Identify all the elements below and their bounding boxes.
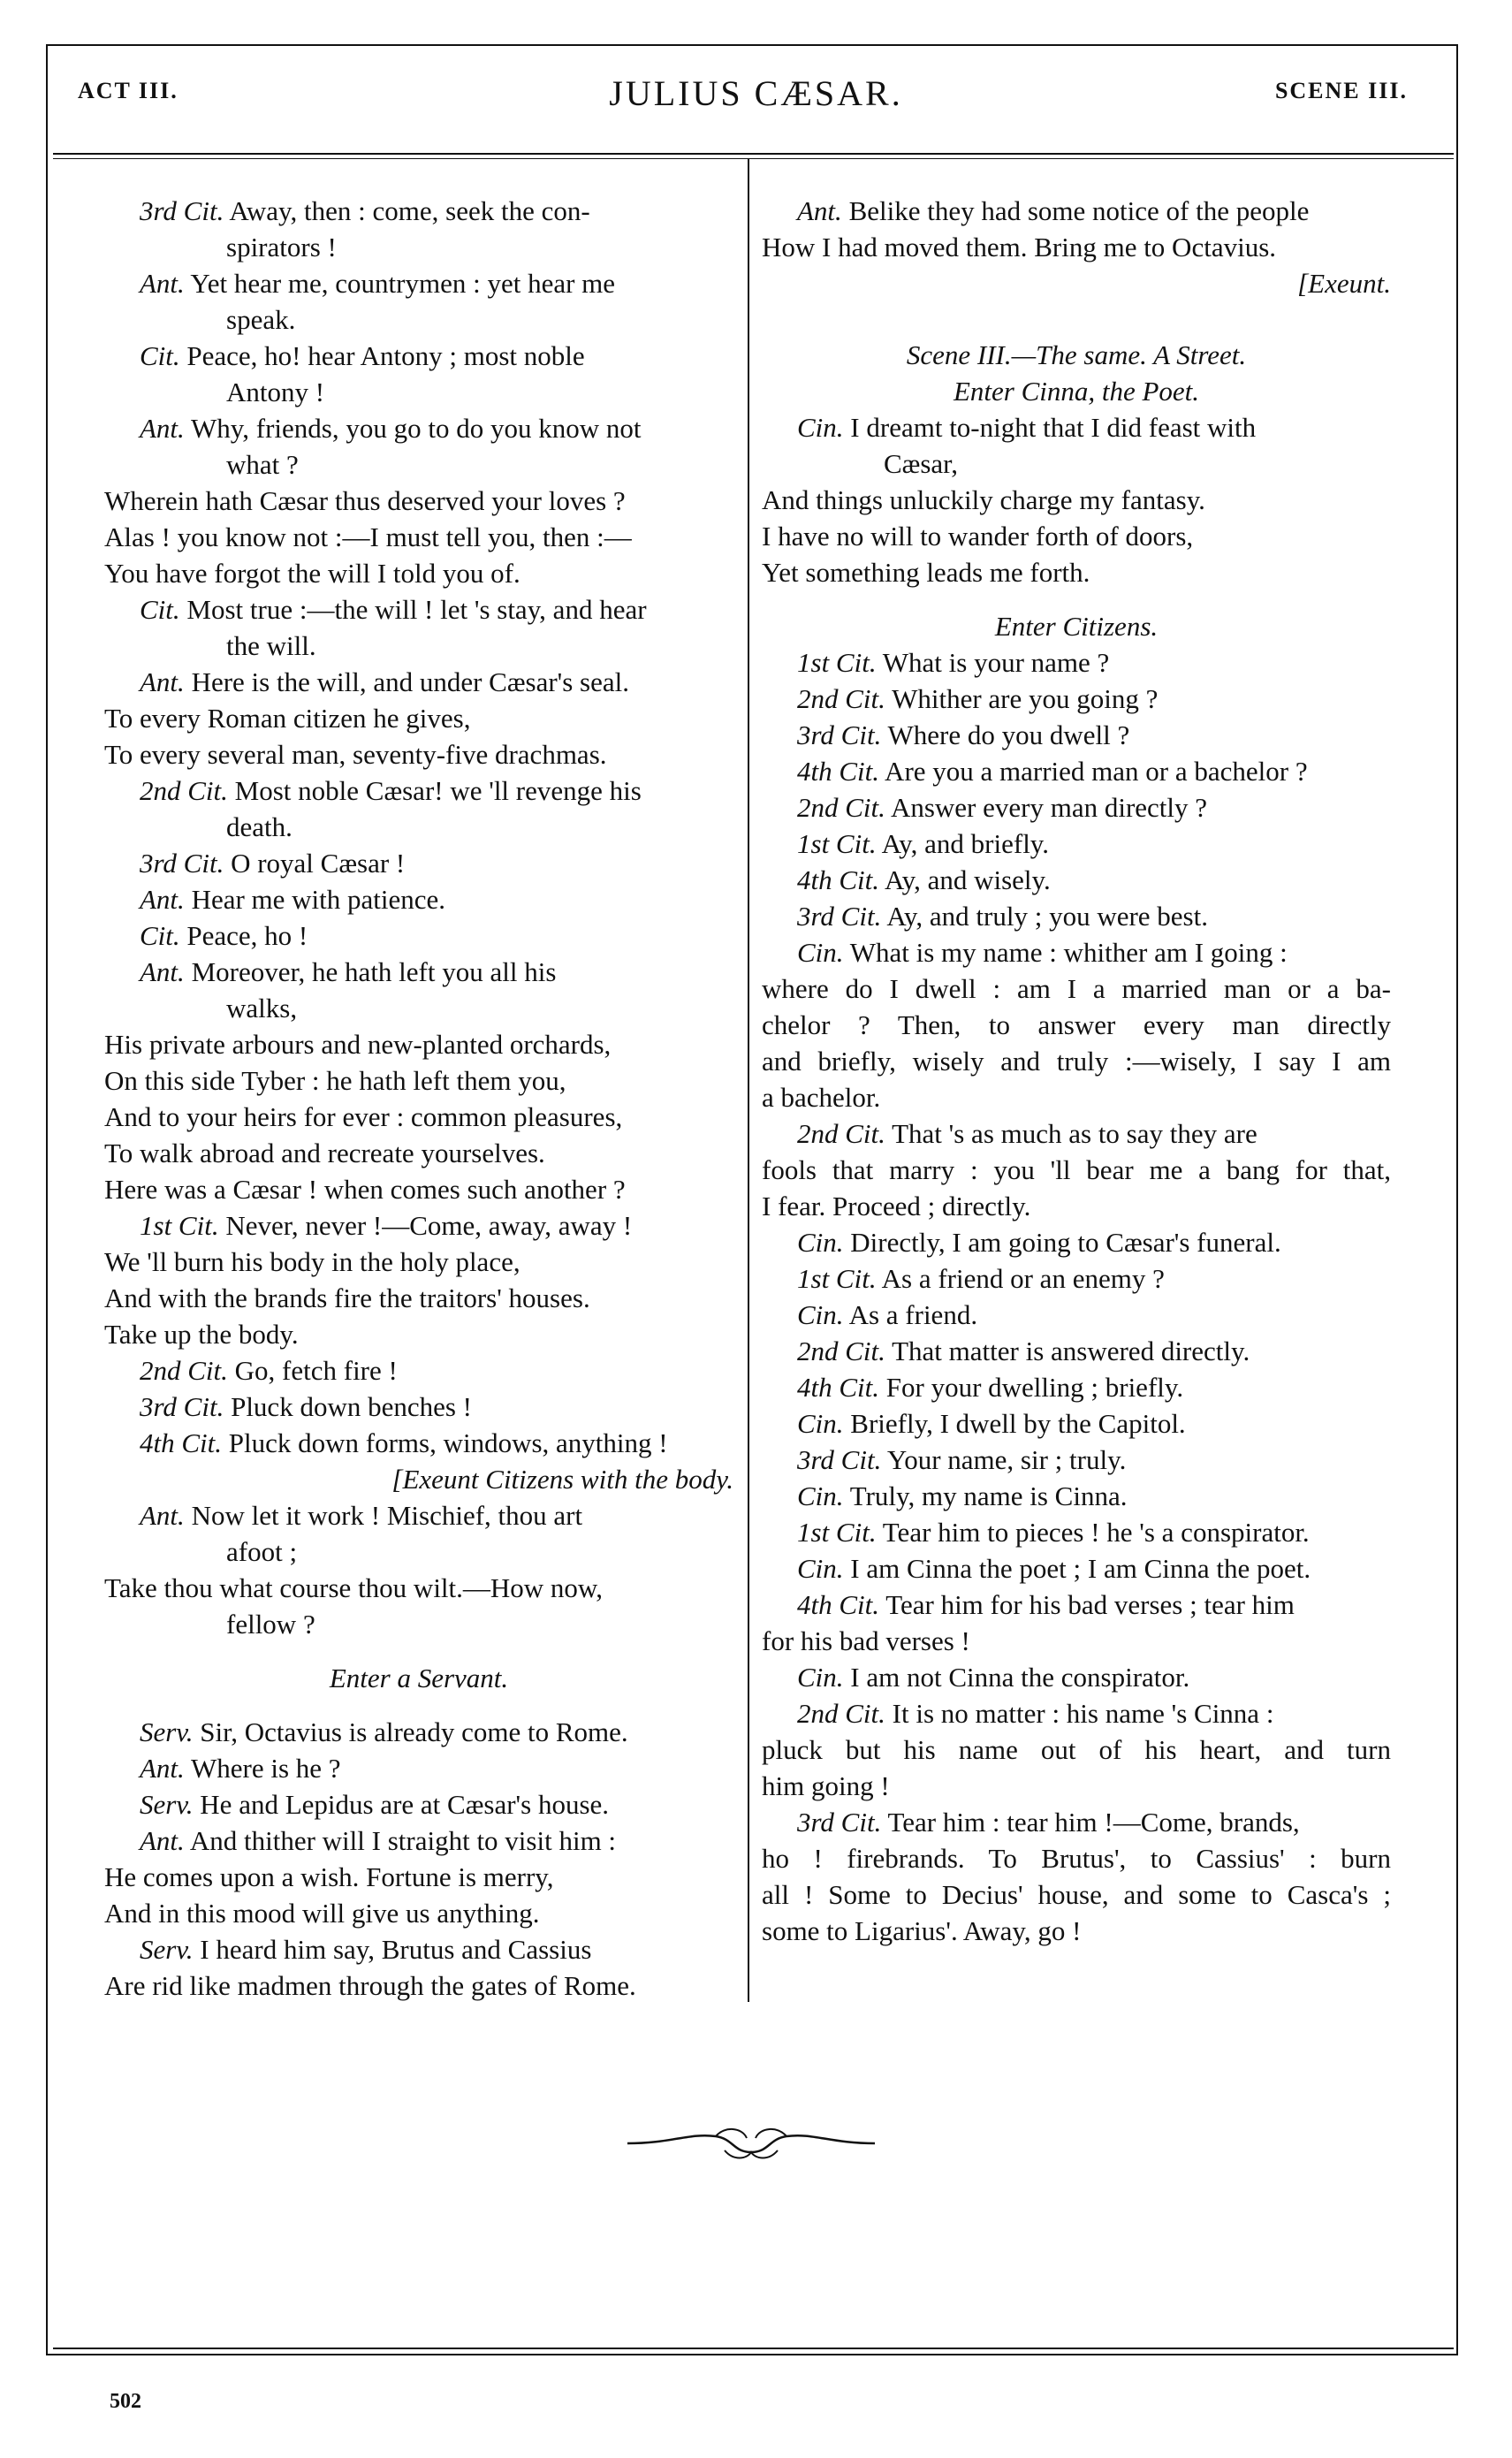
header-rule <box>53 153 1454 155</box>
line-text: Enter a Servant. <box>329 1663 509 1693</box>
line-text: Most noble Cæsar! we 'll revenge his <box>227 775 642 806</box>
speaker-name: 2nd Cit. <box>797 1118 885 1149</box>
speaker-name: 4th Cit. <box>797 756 880 787</box>
line-text: Antony ! <box>226 377 325 407</box>
text-line <box>104 519 733 555</box>
footer-rule <box>53 2348 1454 2349</box>
text-line <box>762 1442 1391 1478</box>
text-line <box>104 1062 733 1099</box>
text-line <box>762 1043 1391 1079</box>
right-column <box>762 193 1391 1949</box>
text-line <box>762 1478 1391 1514</box>
line-text: Yet hear me, countrymen : yet hear me <box>184 268 616 299</box>
line-text: How I had moved them. Bring me to Octavius. <box>762 232 1277 263</box>
speaker-name: Ant. <box>140 884 185 915</box>
text-line <box>104 1859 733 1895</box>
speaker-name: Cin. <box>797 412 844 443</box>
line-text: death. <box>226 811 293 842</box>
text-line <box>762 1333 1391 1369</box>
line-text: pluck but his name out of his heart, and turn <box>762 1734 1391 1765</box>
text-line <box>762 1768 1391 1804</box>
line-text: Peace, ho! hear Antony ; most noble <box>179 340 585 371</box>
line-text: That matter is answered directly. <box>885 1336 1250 1366</box>
text-line <box>762 518 1391 554</box>
text-line <box>104 410 733 446</box>
text-line <box>104 1207 733 1244</box>
speaker-name: 2nd Cit. <box>140 775 228 806</box>
line-text: Ay, and wisely. <box>879 864 1051 895</box>
line-text: Pluck down forms, windows, anything ! <box>222 1427 668 1458</box>
line-text: Are rid like madmen through the gates of Rome. <box>104 1970 636 2001</box>
speaker-name: Ant. <box>140 413 185 444</box>
text-line <box>104 1967 733 2004</box>
line-text: [Exeunt Citizens with the body. <box>391 1464 733 1495</box>
line-text: Tear him for his bad verses ; tear him <box>879 1589 1295 1620</box>
line-text: To every several man, seventy-five drachmas. <box>104 739 607 770</box>
text-line <box>104 664 733 700</box>
text-line <box>104 1135 733 1171</box>
spacer <box>762 590 1391 608</box>
line-text: Cæsar, <box>884 448 959 479</box>
line-text: Peace, ho ! <box>179 920 308 951</box>
text-line <box>762 1514 1391 1550</box>
line-text: That 's as much as to say they are <box>885 1118 1257 1149</box>
text-line <box>104 446 733 483</box>
text-line <box>104 1425 733 1461</box>
speaker-name: Ant. <box>140 268 185 299</box>
text-line <box>104 628 733 664</box>
line-text: Where do you dwell ? <box>881 719 1130 750</box>
stage-direction <box>762 265 1391 301</box>
line-text: chelor ? Then, to answer every man directly <box>762 1009 1391 1040</box>
line-text: spirators ! <box>226 232 337 263</box>
text-line <box>762 1695 1391 1731</box>
line-text: Alas ! you know not :—I must tell you, then :— <box>104 521 632 552</box>
line-text: I am Cinna the poet ; I am Cinna the poet. <box>843 1553 1311 1584</box>
line-text: speak. <box>226 304 296 335</box>
speaker-name: 2nd Cit. <box>797 683 885 714</box>
speaker-name: Cin. <box>797 1480 844 1511</box>
spacer <box>104 1642 733 1660</box>
text-line <box>104 1026 733 1062</box>
text-line <box>104 1280 733 1316</box>
line-text: To every Roman citizen he gives, <box>104 703 471 734</box>
text-line <box>762 1007 1391 1043</box>
text-line <box>762 193 1391 229</box>
line-text: Moreover, he hath left you all his <box>184 956 557 987</box>
speaker-name: 3rd Cit. <box>797 1807 882 1838</box>
text-line <box>762 934 1391 970</box>
line-text: What is my name : whither am I going : <box>843 937 1288 968</box>
speaker-name: 3rd Cit. <box>797 719 882 750</box>
text-line <box>104 229 733 265</box>
text-line <box>104 338 733 374</box>
header-rule-thin <box>53 158 1454 159</box>
line-text: Where is he ? <box>184 1753 341 1784</box>
text-line <box>762 1079 1391 1115</box>
line-text: You have forgot the will I told you of. <box>104 558 520 589</box>
text-line <box>104 1823 733 1859</box>
text-line <box>762 1224 1391 1260</box>
line-text: I dreamt to-night that I did feast with <box>843 412 1257 443</box>
line-text: some to Ligarius'. Away, go ! <box>762 1915 1082 1946</box>
speaker-name: Cit. <box>140 594 180 625</box>
line-text: And in this mood will give us anything. <box>104 1898 540 1929</box>
text-line <box>104 845 733 881</box>
text-line <box>762 229 1391 265</box>
line-text: Take up the body. <box>104 1319 299 1350</box>
line-text: As a friend. <box>843 1299 978 1330</box>
stage-direction <box>762 373 1391 409</box>
speaker-name: Cin. <box>797 1227 844 1258</box>
text-line <box>104 1786 733 1823</box>
line-text: I fear. Proceed ; directly. <box>762 1191 1031 1221</box>
line-text: for his bad verses ! <box>762 1625 970 1656</box>
line-text: him going ! <box>762 1770 890 1801</box>
line-text: what ? <box>226 449 299 480</box>
speaker-name: 3rd Cit. <box>140 195 224 226</box>
line-text: On this side Tyber : he hath left them you, <box>104 1065 566 1096</box>
line-text: [Exeunt. <box>1297 268 1391 299</box>
line-text: Yet something leads me forth. <box>762 557 1090 588</box>
line-text: Enter Citizens. <box>994 611 1159 642</box>
line-text: And to your heirs for ever : common pleasures, <box>104 1101 623 1132</box>
text-line <box>104 736 733 772</box>
text-line <box>762 1188 1391 1224</box>
text-line <box>762 1913 1391 1949</box>
spacer <box>762 301 1391 319</box>
text-line <box>104 1352 733 1389</box>
text-line <box>104 917 733 954</box>
speaker-name: 3rd Cit. <box>140 848 224 879</box>
text-line <box>762 1623 1391 1659</box>
line-text: fools that marry : you 'll bear me a bang for that, <box>762 1154 1391 1185</box>
speaker-name: Cin. <box>797 1553 844 1584</box>
line-text: walks, <box>226 993 298 1024</box>
text-line <box>104 301 733 338</box>
line-text: Scene III.—The same. A Street. <box>906 339 1247 370</box>
line-text: I have no will to wander forth of doors, <box>762 521 1194 552</box>
speaker-name: Ant. <box>140 1753 185 1784</box>
text-line <box>104 1750 733 1786</box>
speaker-name: 3rd Cit. <box>797 1444 882 1475</box>
speaker-name: Cin. <box>797 1299 844 1330</box>
speaker-name: Ant. <box>797 195 842 226</box>
line-text: Pluck down benches ! <box>224 1391 472 1422</box>
line-text: I heard him say, Brutus and Cassius <box>193 1934 592 1965</box>
running-head-scene: SCENE III. <box>1274 78 1408 103</box>
line-text: afoot ; <box>226 1536 298 1567</box>
text-line <box>762 1659 1391 1695</box>
line-text: Wherein hath Cæsar thus deserved your loves ? <box>104 485 626 516</box>
stage-direction <box>104 1461 733 1497</box>
text-line <box>762 1115 1391 1152</box>
speaker-name: 2nd Cit. <box>797 1698 885 1729</box>
text-line <box>762 1804 1391 1840</box>
speaker-name: 3rd Cit. <box>797 901 882 932</box>
text-line <box>762 644 1391 681</box>
text-line <box>762 1369 1391 1405</box>
column-divider <box>748 159 749 2002</box>
line-text: Never, never !—Come, away, away ! <box>218 1210 633 1241</box>
text-line <box>104 881 733 917</box>
line-text: For your dwelling ; briefly. <box>879 1372 1184 1403</box>
text-line <box>762 445 1391 482</box>
line-text: Ay, and truly ; you were best. <box>881 901 1208 932</box>
line-text: Most true :—the will ! let 's stay, and hear <box>179 594 647 625</box>
line-text: Truly, my name is Cinna. <box>843 1480 1128 1511</box>
line-text: Here was a Cæsar ! when comes such another ? <box>104 1174 626 1205</box>
text-line <box>104 265 733 301</box>
line-text: As a friend or an enemy ? <box>876 1263 1165 1294</box>
text-line <box>104 954 733 990</box>
line-text: Away, then : come, seek the con- <box>224 195 590 226</box>
line-text: It is no matter : his name 's Cinna : <box>885 1698 1274 1729</box>
text-line <box>104 1099 733 1135</box>
line-text: Sir, Octavius is already come to Rome. <box>193 1716 628 1747</box>
line-text: Ay, and briefly. <box>876 828 1050 859</box>
text-line <box>104 700 733 736</box>
line-text: To walk abroad and recreate yourselves. <box>104 1138 545 1168</box>
speaker-name: 4th Cit. <box>797 864 880 895</box>
line-text: Hear me with patience. <box>184 884 446 915</box>
line-text: Answer every man directly ? <box>885 792 1208 823</box>
stage-direction <box>104 1660 733 1696</box>
line-text: where do I dwell : am I a married man or a ba- <box>762 973 1391 1004</box>
text-line <box>762 789 1391 826</box>
text-line <box>104 1316 733 1352</box>
text-line <box>104 1533 733 1570</box>
text-line <box>762 1550 1391 1587</box>
line-text: Now let it work ! Mischief, thou art <box>184 1500 583 1531</box>
line-text: And things unluckily charge my fantasy. <box>762 484 1205 515</box>
line-text: O royal Cæsar ! <box>224 848 406 879</box>
text-line <box>762 717 1391 753</box>
speaker-name: 2nd Cit. <box>797 792 885 823</box>
speaker-name: 1st Cit. <box>797 647 877 678</box>
line-text: fellow ? <box>226 1609 315 1640</box>
text-line <box>762 1587 1391 1623</box>
line-text: Go, fetch fire ! <box>227 1355 398 1386</box>
speaker-name: Cit. <box>140 920 180 951</box>
page-number: 502 <box>110 2390 141 2413</box>
stage-direction <box>762 337 1391 373</box>
text-line <box>762 1405 1391 1442</box>
text-line <box>104 1244 733 1280</box>
line-text: He comes upon a wish. Fortune is merry, <box>104 1861 554 1892</box>
text-line <box>104 483 733 519</box>
line-text: Enter Cinna, the Poet. <box>953 376 1200 407</box>
speaker-name: Serv. <box>140 1716 194 1747</box>
line-text: Why, friends, you go to do you know not <box>184 413 642 444</box>
line-text: I am not Cinna the conspirator. <box>843 1662 1190 1693</box>
text-line <box>762 409 1391 445</box>
line-text: Whither are you going ? <box>885 683 1159 714</box>
speaker-name: Ant. <box>140 956 185 987</box>
text-line <box>104 193 733 229</box>
speaker-name: 2nd Cit. <box>797 1336 885 1366</box>
text-line <box>762 1840 1391 1876</box>
text-line <box>762 862 1391 898</box>
line-text: What is your name ? <box>876 647 1110 678</box>
line-text: Tear him : tear him !—Come, brands, <box>881 1807 1300 1838</box>
text-line <box>762 554 1391 590</box>
speaker-name: 4th Cit. <box>140 1427 223 1458</box>
line-text: And thither will I straight to visit him : <box>184 1825 617 1856</box>
speaker-name: 1st Cit. <box>140 1210 219 1241</box>
text-line <box>104 1570 733 1606</box>
line-text: a bachelor. <box>762 1082 881 1113</box>
text-line <box>762 681 1391 717</box>
text-line <box>104 809 733 845</box>
stage-direction <box>762 608 1391 644</box>
text-line <box>104 1389 733 1425</box>
speaker-name: Cin. <box>797 1662 844 1693</box>
text-line <box>762 1731 1391 1768</box>
text-line <box>104 1606 733 1642</box>
speaker-name: Cin. <box>797 1408 844 1439</box>
text-line <box>762 898 1391 934</box>
line-text: the will. <box>226 630 316 661</box>
text-line <box>104 555 733 591</box>
text-line <box>104 1171 733 1207</box>
line-text: We 'll burn his body in the holy place, <box>104 1246 520 1277</box>
line-text: Your name, sir ; truly. <box>881 1444 1127 1475</box>
spacer <box>762 319 1391 337</box>
speaker-name: 1st Cit. <box>797 828 877 859</box>
left-column <box>104 193 733 2004</box>
text-line <box>104 591 733 628</box>
text-line <box>104 374 733 410</box>
text-line <box>762 1876 1391 1913</box>
line-text: Tear him to pieces ! he 's a conspirator. <box>876 1517 1310 1548</box>
speaker-name: Serv. <box>140 1934 194 1965</box>
line-text: Take thou what course thou wilt.—How now, <box>104 1572 604 1603</box>
line-text: His private arbours and new-planted orchards, <box>104 1029 612 1060</box>
spacer <box>104 1696 733 1714</box>
speaker-name: Ant. <box>140 1500 185 1531</box>
line-text: Belike they had some notice of the people <box>841 195 1310 226</box>
text-line <box>104 1931 733 1967</box>
line-text: Briefly, I dwell by the Capitol. <box>843 1408 1186 1439</box>
line-text: ho ! firebrands. To Brutus', to Cassius' : burn <box>762 1843 1391 1874</box>
text-line <box>762 1152 1391 1188</box>
line-text: Are you a married man or a bachelor ? <box>879 756 1308 787</box>
text-line <box>762 1260 1391 1297</box>
text-line <box>104 772 733 809</box>
speaker-name: Cin. <box>797 937 844 968</box>
text-line <box>104 990 733 1026</box>
line-text: He and Lepidus are at Cæsar's house. <box>193 1789 610 1820</box>
text-line <box>762 970 1391 1007</box>
ornament-flourish <box>619 2117 884 2170</box>
text-line <box>762 482 1391 518</box>
running-head-act: ACT III. <box>78 78 179 103</box>
speaker-name: 2nd Cit. <box>140 1355 228 1386</box>
text-line <box>104 1895 733 1931</box>
running-head-title: JULIUS CÆSAR. <box>609 73 903 113</box>
speaker-name: Ant. <box>140 1825 185 1856</box>
line-text: all ! Some to Decius' house, and some to Casca's ; <box>762 1879 1391 1910</box>
text-line <box>762 753 1391 789</box>
speaker-name: Cit. <box>140 340 180 371</box>
line-text: and briefly, wisely and truly :—wisely, I say I am <box>762 1046 1391 1077</box>
speaker-name: 1st Cit. <box>797 1517 877 1548</box>
speaker-name: 4th Cit. <box>797 1589 880 1620</box>
speaker-name: 3rd Cit. <box>140 1391 224 1422</box>
speaker-name: 1st Cit. <box>797 1263 877 1294</box>
text-line <box>104 1714 733 1750</box>
text-line <box>762 1297 1391 1333</box>
text-line <box>104 1497 733 1533</box>
speaker-name: 4th Cit. <box>797 1372 880 1403</box>
line-text: And with the brands fire the traitors' houses. <box>104 1282 590 1313</box>
speaker-name: Ant. <box>140 666 185 697</box>
line-text: Here is the will, and under Cæsar's seal. <box>184 666 630 697</box>
speaker-name: Serv. <box>140 1789 194 1820</box>
text-line <box>762 826 1391 862</box>
line-text: Directly, I am going to Cæsar's funeral. <box>843 1227 1281 1258</box>
